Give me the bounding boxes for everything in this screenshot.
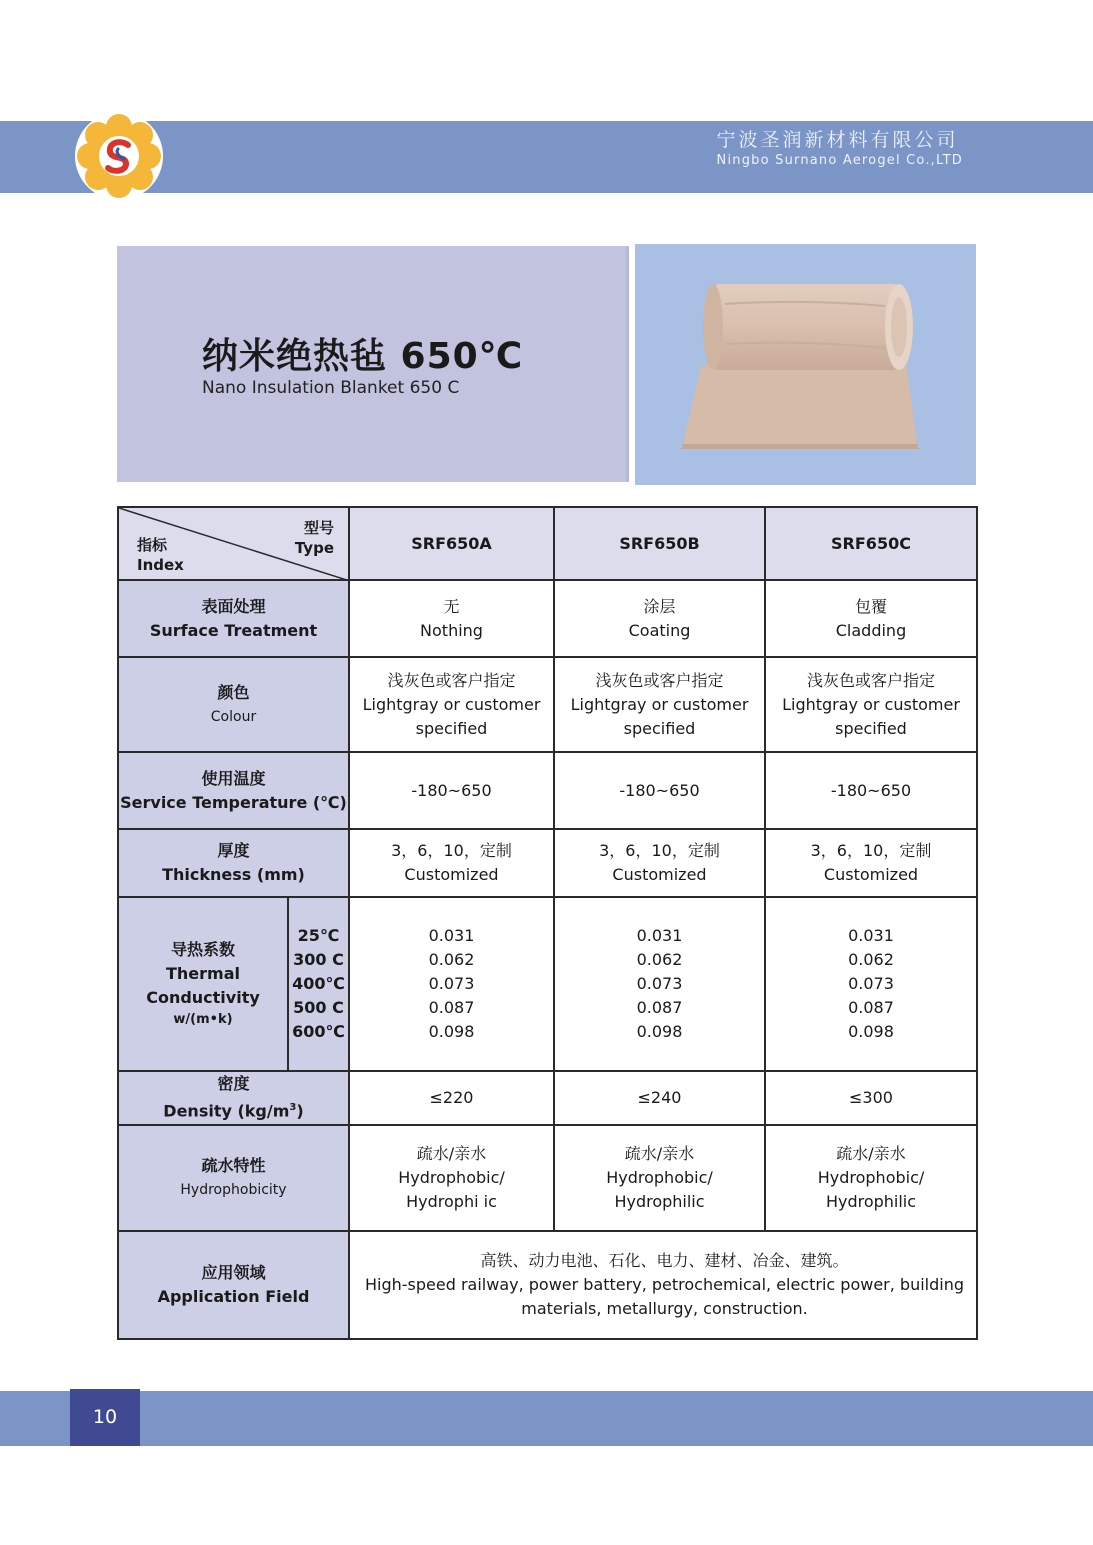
product-title-cn: 纳米绝热毡 650℃ bbox=[202, 336, 524, 377]
cell-cn: 浅灰色或客户指定 bbox=[595, 670, 724, 690]
table-cell bbox=[349, 829, 554, 897]
temperature-list bbox=[288, 897, 349, 1071]
footer-band bbox=[0, 1391, 1093, 1446]
value: 0.087 bbox=[636, 998, 683, 1017]
cell-en: Customized bbox=[823, 865, 919, 884]
temp-label: 500 C bbox=[293, 998, 344, 1017]
row-label-en: Service Temperature (℃) bbox=[120, 792, 347, 812]
model-header: SRF650B bbox=[554, 507, 765, 580]
cell-en: Nothing bbox=[420, 620, 483, 640]
table-cell bbox=[554, 829, 765, 897]
table-row-surface bbox=[118, 580, 977, 657]
row-label bbox=[118, 657, 349, 752]
temp-label: 600℃ bbox=[292, 1022, 345, 1041]
table-cell: -180~650 bbox=[765, 752, 977, 829]
table-header-row bbox=[118, 507, 977, 580]
density-unit-sup: 3 bbox=[289, 1102, 297, 1114]
table-row-density bbox=[118, 1071, 977, 1125]
table-cell bbox=[554, 580, 765, 657]
cell-en: Hydrophobic/ bbox=[817, 1168, 925, 1187]
row-label bbox=[118, 829, 349, 897]
cell-en: Hydrophobic/ bbox=[398, 1168, 505, 1187]
table-cell: -180~650 bbox=[554, 752, 765, 829]
row-label bbox=[118, 580, 349, 657]
cell-en: Coating bbox=[628, 620, 691, 640]
application-cell bbox=[349, 1231, 977, 1339]
row-label bbox=[118, 897, 288, 1071]
cell-cn: 浅灰色或客户指定 bbox=[387, 670, 516, 690]
cell-en: Hydrophilic bbox=[614, 1192, 705, 1211]
row-label-cn: 导热系数 bbox=[170, 940, 235, 959]
model-header: SRF650A bbox=[349, 507, 554, 580]
table-cell: ≤240 bbox=[554, 1071, 765, 1125]
row-label-cn: 颜色 bbox=[217, 682, 250, 702]
corner-header-cell bbox=[118, 507, 349, 580]
table-row-temperature bbox=[118, 752, 977, 829]
cell-en: Cladding bbox=[835, 620, 907, 640]
table-cell bbox=[349, 1125, 554, 1231]
cell-cn: 3，6，10，定制 bbox=[810, 841, 932, 860]
cell-cn: 疏水/亲水 bbox=[624, 1144, 695, 1163]
table-row-conductivity bbox=[118, 897, 977, 1071]
row-label-en: Colour bbox=[210, 708, 257, 725]
type-label bbox=[295, 518, 334, 558]
cell-en: specified bbox=[415, 718, 488, 738]
table-cell bbox=[349, 580, 554, 657]
application-cn: 高铁、动力电池、石化、电力、建材、冶金、建筑。 bbox=[480, 1251, 849, 1270]
row-label-cn: 使用温度 bbox=[201, 768, 266, 788]
density-unit-text: Density (kg/m bbox=[163, 1101, 290, 1121]
cell-en: Customized bbox=[404, 865, 499, 884]
value: 0.098 bbox=[428, 1022, 475, 1041]
cell-cn: 疏水/亲水 bbox=[416, 1144, 487, 1163]
product-photo bbox=[635, 244, 976, 485]
index-label-en: Index bbox=[137, 556, 184, 574]
cell-cn: 疏水/亲水 bbox=[836, 1144, 906, 1163]
temp-label: 400℃ bbox=[292, 974, 345, 993]
cell-en: Lightgray or customer bbox=[782, 694, 960, 714]
table-cell bbox=[349, 897, 554, 1071]
table-cell bbox=[765, 897, 977, 1071]
value: 0.073 bbox=[636, 974, 683, 993]
application-en: materials, metallurgy, construction. bbox=[521, 1299, 808, 1318]
type-label-cn: 型号 bbox=[303, 519, 334, 537]
value: 0.073 bbox=[848, 974, 894, 993]
value: 0.062 bbox=[848, 950, 894, 969]
company-name-en: Ningbo Surnano Aerogel Co.,LTD bbox=[716, 153, 963, 168]
value: 0.087 bbox=[428, 998, 475, 1017]
row-label-cn: 疏水特性 bbox=[201, 1156, 266, 1175]
blanket-roll-image bbox=[635, 244, 976, 485]
cell-cn: 3，6，10，定制 bbox=[599, 841, 720, 860]
cell-en: Hydrophi ic bbox=[406, 1192, 497, 1211]
index-label-cn: 指标 bbox=[137, 536, 168, 554]
title-panel bbox=[117, 246, 629, 482]
value: 0.062 bbox=[428, 950, 475, 969]
cell-en: Lightgray or customer bbox=[570, 694, 749, 714]
table-cell bbox=[765, 580, 977, 657]
temp-label: 25℃ bbox=[297, 926, 340, 945]
temp-label: 300 C bbox=[293, 950, 344, 969]
table-cell bbox=[554, 897, 765, 1071]
row-label-cn: 表面处理 bbox=[201, 596, 266, 616]
row-label-cn: 厚度 bbox=[217, 841, 250, 860]
table-cell bbox=[554, 657, 765, 752]
row-label-cn: 应用领域 bbox=[201, 1263, 266, 1282]
density-unit-close: ) bbox=[296, 1101, 304, 1121]
cell-cn: 无 bbox=[443, 596, 460, 616]
row-label-en: Thermal bbox=[166, 964, 240, 983]
cell-en: Customized bbox=[612, 865, 707, 884]
row-label-en: Thickness (mm) bbox=[162, 865, 305, 884]
cell-en: Hydrophobic/ bbox=[606, 1168, 713, 1187]
cell-cn: 3，6，10，定制 bbox=[391, 841, 512, 860]
model-header: SRF650C bbox=[765, 507, 977, 580]
value: 0.073 bbox=[428, 974, 475, 993]
table-cell: -180~650 bbox=[349, 752, 554, 829]
company-name bbox=[717, 128, 963, 170]
table-row-colour bbox=[118, 657, 977, 752]
row-label bbox=[118, 752, 349, 829]
table-cell: ≤220 bbox=[349, 1071, 554, 1125]
value: 0.031 bbox=[636, 926, 683, 945]
cell-en: specified bbox=[835, 718, 907, 738]
cell-cn: 涂层 bbox=[643, 596, 676, 616]
value: 0.031 bbox=[428, 926, 475, 945]
value: 0.087 bbox=[848, 998, 894, 1017]
table-row-application bbox=[118, 1231, 977, 1339]
type-label-en: Type bbox=[294, 539, 334, 557]
row-label bbox=[118, 1125, 349, 1231]
company-name-cn: 宁波圣润新材料有限公司 bbox=[716, 129, 959, 151]
table-row-hydrophobicity bbox=[118, 1125, 977, 1231]
cell-en: specified bbox=[623, 718, 696, 738]
application-en: High-speed railway, power battery, petrochemical, electric power, building bbox=[364, 1275, 965, 1294]
cell-en: Hydrophilic bbox=[825, 1192, 917, 1211]
value: 0.098 bbox=[636, 1022, 683, 1041]
company-logo-icon bbox=[68, 111, 170, 201]
table-row-thickness bbox=[118, 829, 977, 897]
table-cell bbox=[765, 657, 977, 752]
value: 0.062 bbox=[636, 950, 683, 969]
cell-cn: 浅灰色或客户指定 bbox=[806, 670, 935, 690]
row-label-en: Conductivity bbox=[146, 988, 260, 1007]
product-title-en: Nano Insulation Blanket 650 C bbox=[202, 378, 460, 398]
row-label-en: Hydrophobicity bbox=[180, 1182, 287, 1198]
row-label-en: Surface Treatment bbox=[149, 620, 318, 640]
row-label-cn: 密度 bbox=[217, 1074, 250, 1094]
row-label bbox=[118, 1231, 349, 1339]
row-label-unit: w/(m•k) bbox=[173, 1012, 233, 1027]
table-cell bbox=[765, 829, 977, 897]
value: 0.098 bbox=[848, 1022, 894, 1041]
row-label-en: Application Field bbox=[157, 1287, 310, 1306]
page-number: 10 bbox=[70, 1389, 140, 1446]
cell-en: Lightgray or customer bbox=[362, 694, 541, 714]
spec-table bbox=[117, 506, 978, 1340]
table-cell bbox=[349, 657, 554, 752]
value: 0.031 bbox=[848, 926, 894, 945]
table-cell bbox=[554, 1125, 765, 1231]
row-label bbox=[118, 1071, 349, 1125]
table-cell: ≤300 bbox=[765, 1071, 977, 1125]
table-cell bbox=[765, 1125, 977, 1231]
index-label bbox=[137, 535, 184, 575]
row-label-en bbox=[119, 1096, 348, 1123]
cell-cn: 包覆 bbox=[854, 596, 887, 616]
